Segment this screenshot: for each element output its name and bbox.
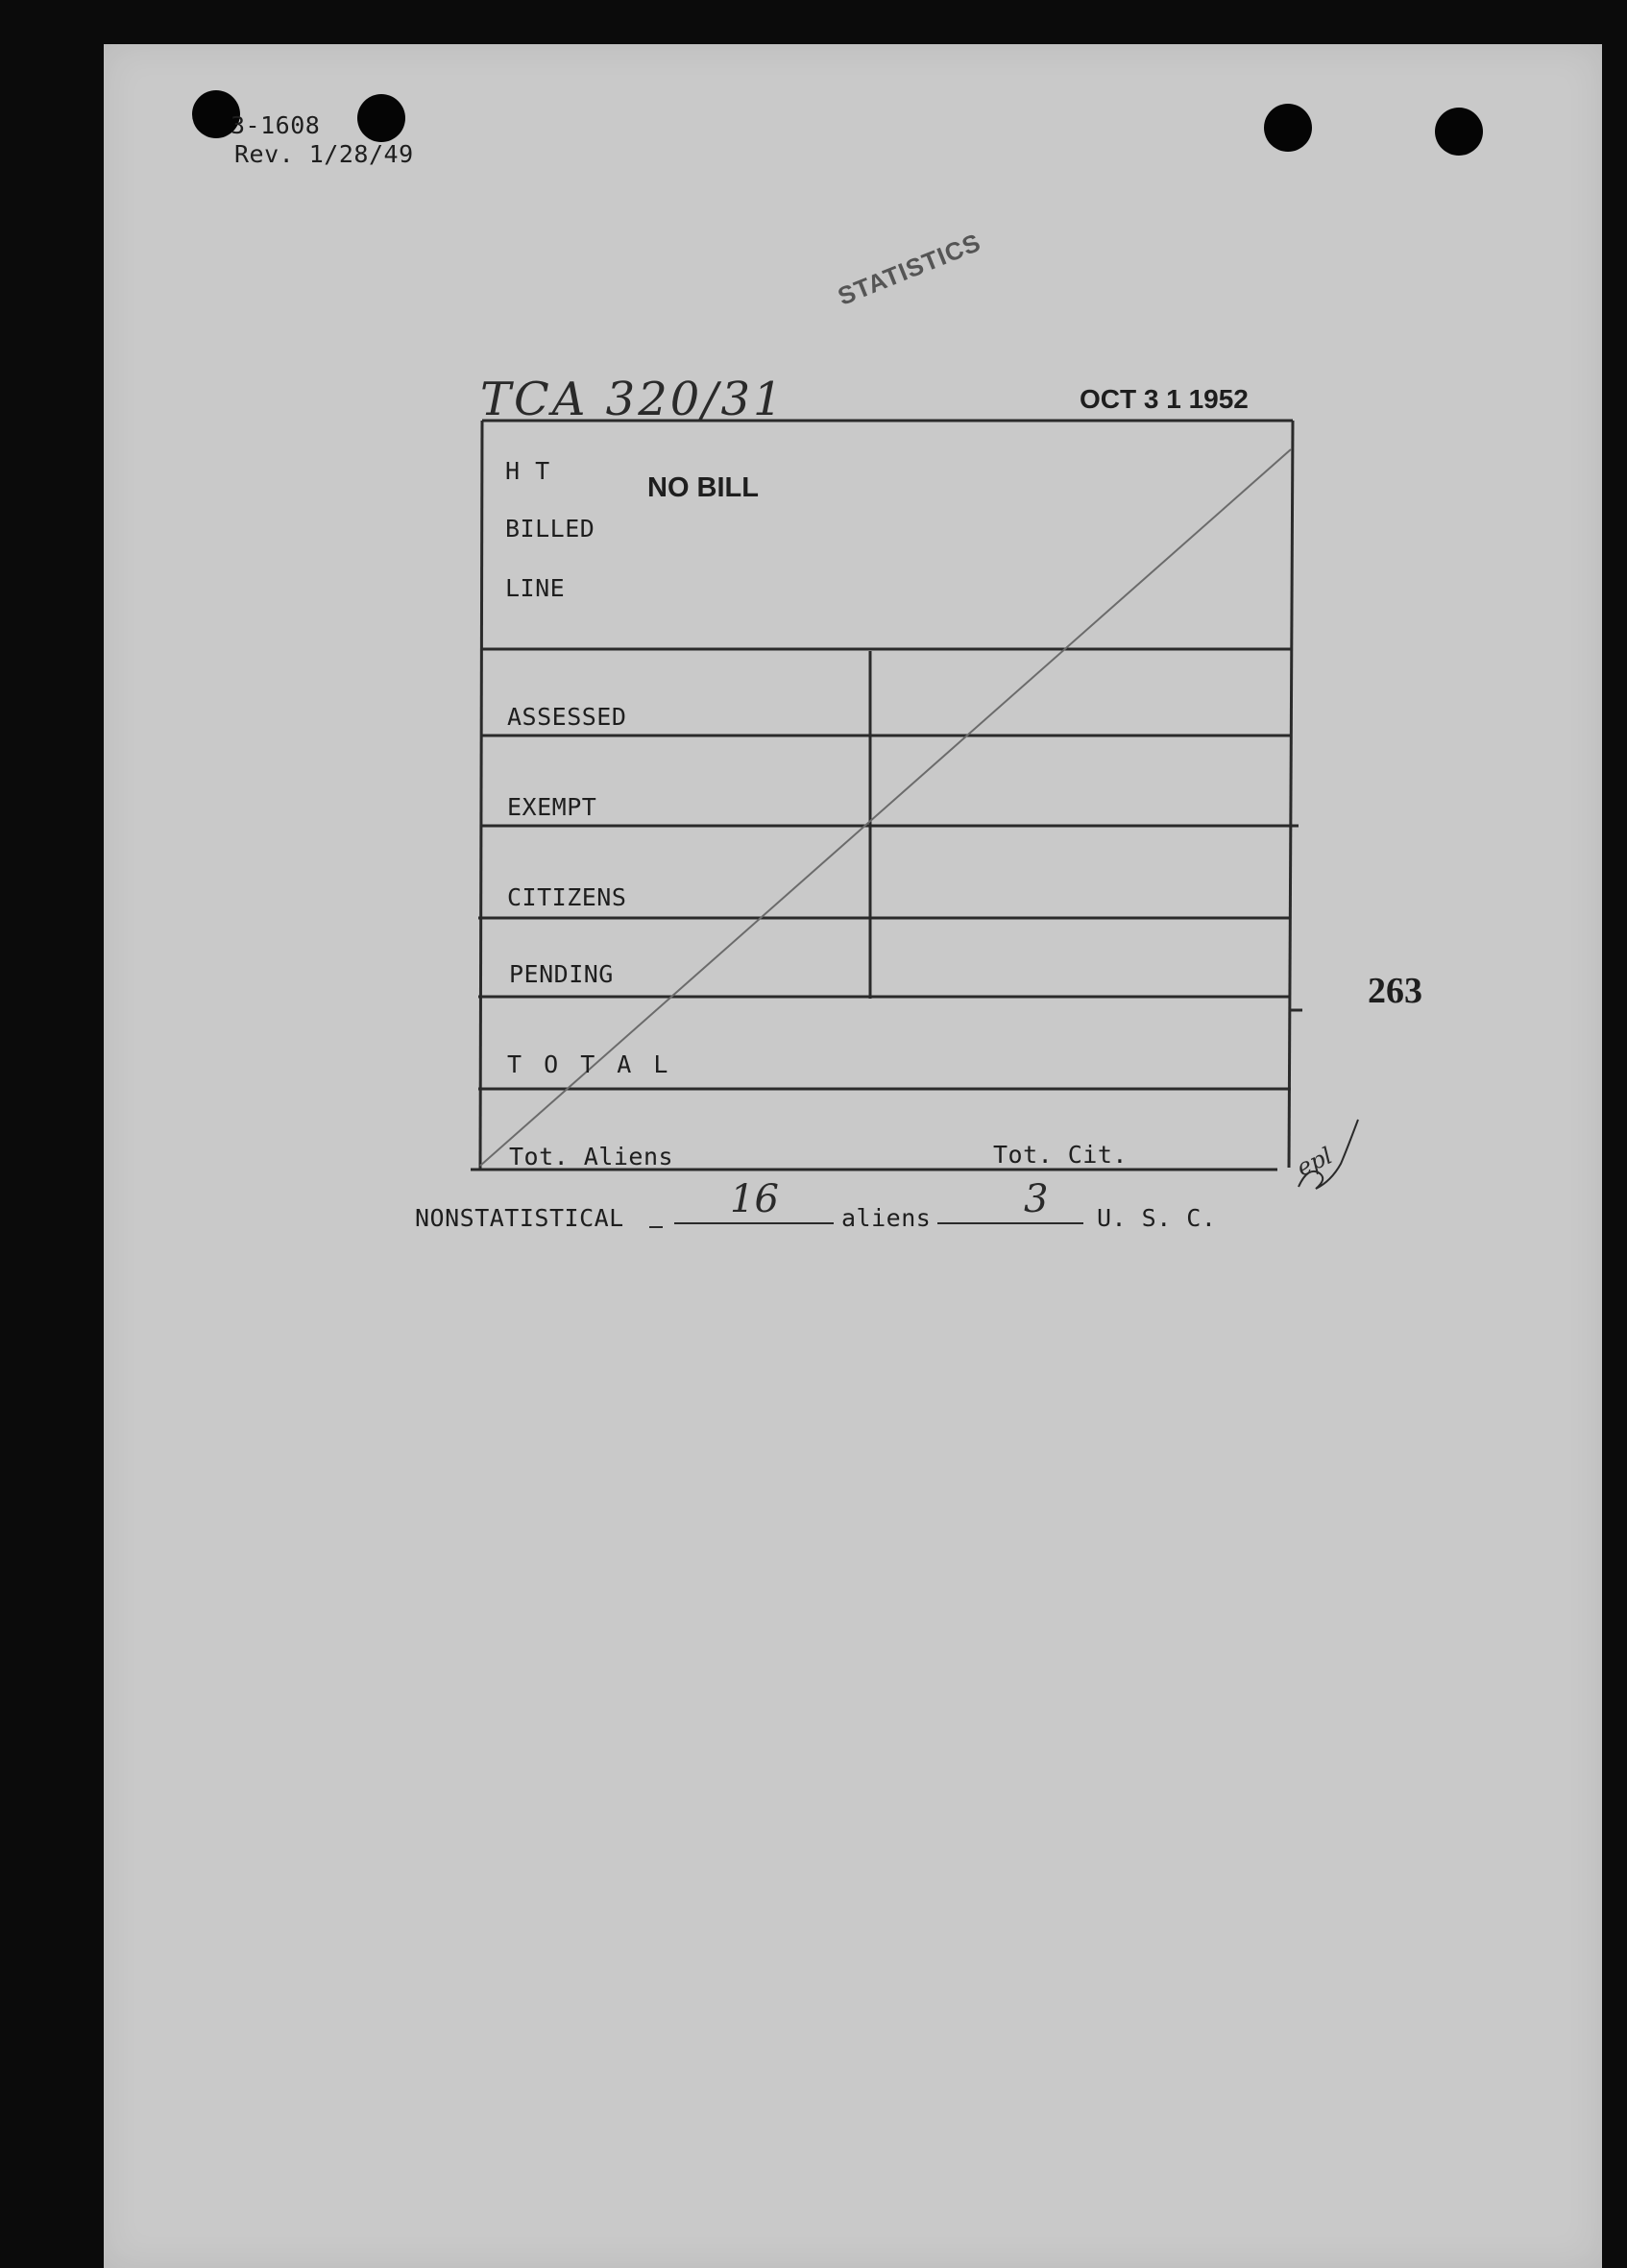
total-label: T O T A L: [507, 1050, 672, 1078]
form-revision: Rev. 1/28/49: [234, 140, 414, 168]
no-bill-stamp: NO BILL: [647, 472, 759, 503]
assessed-label: ASSESSED: [507, 703, 627, 731]
nonstatistical-label: NONSTATISTICAL: [415, 1204, 624, 1232]
page-number: 263: [1368, 971, 1422, 1011]
tot-cit-label: Tot. Cit.: [993, 1141, 1128, 1169]
form-number: 3-1608: [231, 111, 321, 139]
initials: epl: [1292, 1142, 1337, 1182]
ht-label: H T: [505, 457, 550, 485]
usc-count: 3: [1024, 1177, 1049, 1221]
usc-label: U. S. C.: [1097, 1204, 1217, 1232]
pending-label: PENDING: [509, 960, 614, 988]
tot-aliens-label: Tot. Aliens: [509, 1143, 674, 1170]
statistics-stamp: STATISTICS: [834, 227, 985, 311]
file-reference: TCA 320/31: [480, 373, 786, 426]
aliens-label: aliens: [841, 1204, 932, 1232]
aliens-count: 16: [730, 1177, 779, 1221]
exempt-label: EXEMPT: [507, 793, 597, 821]
line-label: LINE: [505, 574, 566, 602]
billed-label: BILLED: [505, 515, 595, 543]
date-stamp: OCT 3 1 1952: [1080, 384, 1249, 414]
citizens-label: CITIZENS: [507, 883, 627, 911]
